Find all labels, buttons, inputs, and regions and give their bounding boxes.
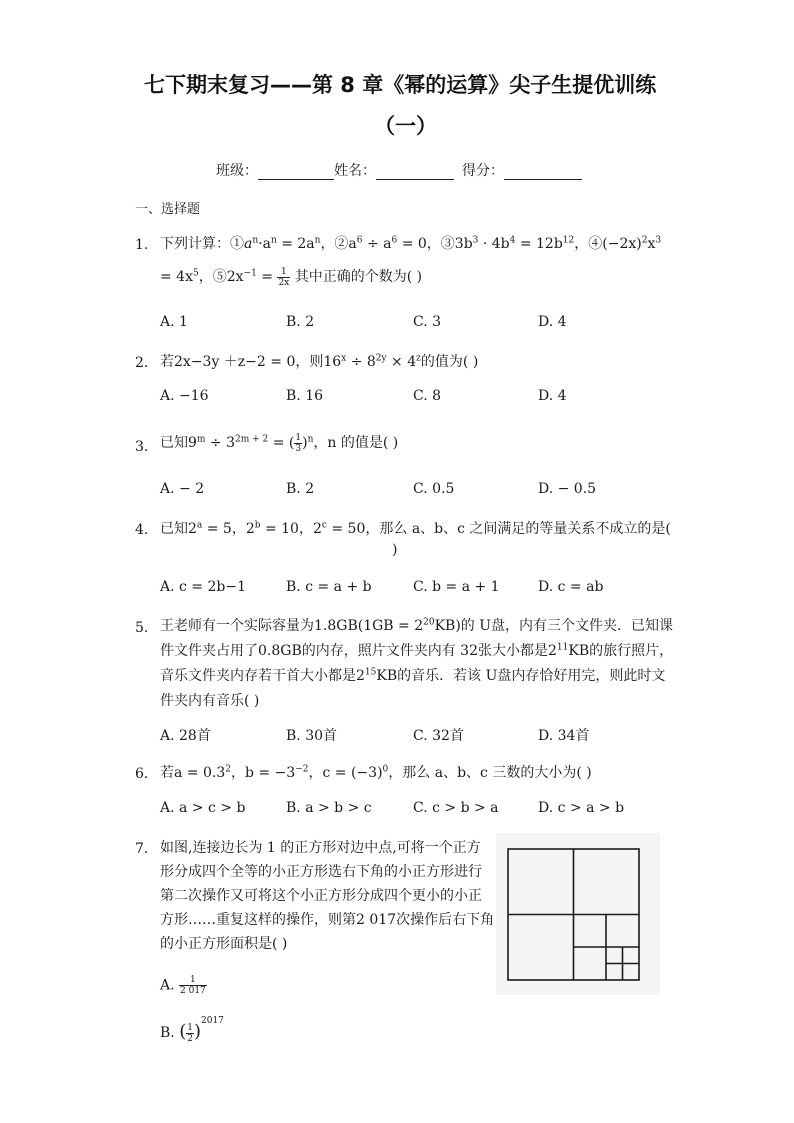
question-7-line-3: 第二次操作又可将这个小正方形分成四个更小的小正	[160, 888, 482, 904]
question-4-option-d[interactable]: D. c = ab	[538, 579, 604, 595]
question-2-option-c[interactable]: C. 8	[413, 388, 442, 404]
question-6-option-d[interactable]: D. c > a > b	[538, 800, 625, 816]
score-blank	[504, 164, 582, 180]
title-line-2: （一）	[374, 114, 437, 138]
fraction: $\frac{1}{3}$	[295, 432, 302, 454]
question-5-line-1: 王老师有一个实际容量为$1.8GB(1GB = 2^{20}KB)$的 U盘，内有三个文件夹．已知课	[160, 617, 674, 634]
question-6-number: 6.	[135, 766, 149, 782]
question-2-option-d[interactable]: D. 4	[538, 388, 567, 404]
section-heading: 一、选择题	[135, 202, 201, 217]
question-4-option-b[interactable]: B. c = a + b	[286, 579, 372, 595]
question-5-option-d[interactable]: D. 34首	[538, 728, 590, 744]
question-4-stem: 已知$2^a = 5$，$2^b = 10$，$2^c = 50$，那么 a、b、c 之间满足的等量关系不成立的是(	[160, 520, 671, 537]
question-4-option-a[interactable]: A. c = 2b−1	[160, 579, 246, 595]
question-5-option-a[interactable]: A. 28首	[160, 728, 211, 744]
question-6-option-c[interactable]: C. c > b > a	[413, 800, 499, 816]
fraction: $\frac{1}{2}$	[187, 1022, 193, 1044]
question-5-option-b[interactable]: B. 30首	[286, 728, 338, 744]
question-5-option-c[interactable]: C. 32首	[413, 728, 464, 744]
question-1-number: 1.	[135, 237, 149, 253]
question-1-option-d[interactable]: D. 4	[538, 314, 567, 330]
question-7-line-4: 方形……重复这样的操作，则第2 017次操作后右下角	[160, 912, 495, 928]
question-6-option-a[interactable]: A. a > c > b	[160, 800, 246, 816]
question-5-line-3: 音乐文件夹内存若干首大小都是$2^{15}KB$的音乐．若该 U盘内存恰好用完，则此时文	[160, 667, 666, 684]
question-7-option-b[interactable]: B. ( $\frac{1}{2}$ )$^{2017}$	[160, 1016, 224, 1044]
class-blank	[258, 164, 334, 180]
question-3-option-d[interactable]: D. − 0.5	[538, 481, 597, 497]
question-2-number: 2.	[135, 355, 149, 371]
title-line-1: 七下期末复习——第 8 章《幂的运算》尖子生提优训练	[144, 73, 657, 97]
question-4-stem-line-2: )	[392, 542, 398, 558]
question-6-option-b[interactable]: B. a > b > c	[286, 800, 372, 816]
question-5-line-2: 件文件夹占用了0.8GB的内存，照片文件夹内有 32张大小都是$2^{11}KB$的旅行照片，	[160, 642, 674, 659]
question-1-option-b[interactable]: B. 2	[286, 314, 315, 330]
question-1-stem: 下列计算：$①a^n\cdot a^n = 2a^n$，$②a^6 \div a^6 = 0$，$③3b^3 \cdot 4b^4 = 12b^{12}$，$④(-2x)^2x^3$	[160, 235, 662, 252]
question-2-option-b[interactable]: B. 16	[286, 388, 324, 404]
name-blank	[376, 164, 454, 180]
question-7-option-a[interactable]: A. $\frac{1}{2 017}$	[160, 975, 206, 996]
question-2-option-a[interactable]: A. −16	[160, 388, 209, 404]
question-1-option-c[interactable]: C. 3	[413, 314, 442, 330]
score-label: 得分：	[462, 163, 504, 179]
question-2-stem: 若2x−3y ＋z−2 = 0，则$16^x \div 8^{2y} \times 4^z$的值为( )	[160, 353, 479, 370]
question-5-line-4: 件夹内有音乐( )	[160, 693, 260, 709]
question-7-line-5: 的小正方形面积是( )	[160, 936, 288, 952]
question-3-option-a[interactable]: A. − 2	[160, 481, 205, 497]
question-4-option-c[interactable]: C. b = a + 1	[413, 579, 500, 595]
question-7-line-2: 形分成四个全等的小正方形选右下角的小正方形进行	[160, 864, 482, 880]
name-label: 姓名：	[334, 163, 376, 179]
question-3-number: 3.	[135, 439, 149, 455]
question-6-stem: 若$a = 0.3^2$，$b = -3^{-2}$，$c = (-3)^0$，那么 a、b、c 三数的大小为( )	[160, 764, 592, 781]
question-5-number: 5.	[135, 620, 149, 636]
info-row	[216, 160, 582, 180]
question-3-option-c[interactable]: C. 0.5	[413, 481, 455, 497]
nested-squares-figure	[496, 833, 660, 995]
question-7-number: 7.	[135, 841, 149, 857]
question-4-number: 4.	[135, 522, 149, 538]
fraction: $\frac{1}{2x}$	[278, 266, 290, 288]
fraction: $\frac{1}{2 017}$	[180, 975, 206, 996]
question-1-stem-line-2: = $4x^5$，$⑤2x^{-1}$ = $\frac{1}{2x}$ 其中正确的个数为( )	[160, 266, 423, 288]
class-label: 班级：	[216, 163, 258, 179]
question-1-option-a[interactable]: A. 1	[160, 314, 188, 330]
question-3-stem: 已知$9^m \div 3^{2m + 2}$ = ( $\frac{1}{3}$ )$^n$，n 的值是( )	[160, 432, 399, 454]
question-3-option-b[interactable]: B. 2	[286, 481, 315, 497]
question-7-line-1: 如图,连接边长为 1 的正方形对边中点,可将一个正方	[160, 840, 481, 856]
